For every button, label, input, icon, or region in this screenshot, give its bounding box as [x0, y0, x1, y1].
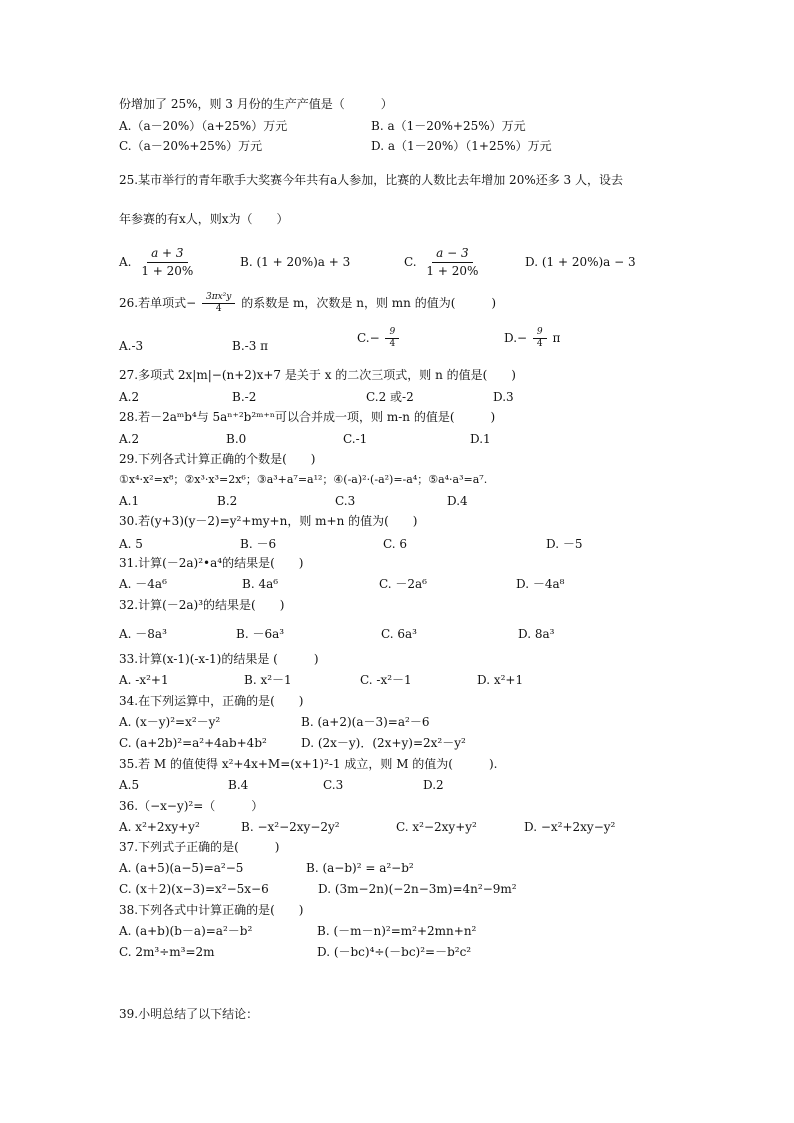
q26-option-d-fraction [533, 327, 547, 350]
q25-option-b: B. (1 + 20%)a + 3 [240, 255, 351, 269]
q26-stem-prefix: 26.若单项式− [119, 296, 197, 310]
q24-stem: 份增加了 25%，则 3 月份的生产产值是（ ） [119, 97, 393, 111]
q27-stem: 27.多项式 2x|m|−(n+2)x+7 是关于 x 的二次三项式，则 n 的值是( ) [119, 368, 516, 382]
q36-option-b: B. −x²−2xy−2y² [241, 820, 340, 834]
q29-option-a: A.1 [119, 494, 140, 508]
q35-option-c: C.3 [323, 778, 344, 792]
q26-option-b: B.-3 π [232, 339, 269, 353]
q26-option-c [357, 327, 401, 350]
q34-option-d: D. (2x－y)．(2x+y)=2x²－y² [301, 736, 466, 750]
q38-stem: 38.下列各式中计算正确的是( ) [119, 903, 304, 917]
q28-stem: 28.若－2aᵐb⁴与 5aⁿ⁺²b²ᵐ⁺ⁿ可以合并成一项，则 m-n 的值是( ) [119, 410, 496, 424]
q25-option-a [119, 245, 199, 280]
q24-option-a: A.（a－20%）（a+25%）万元 [119, 119, 288, 133]
q33-option-b: B. x²－1 [244, 673, 292, 687]
q27-option-d: D.3 [493, 390, 514, 404]
q26-option-c-fraction [385, 327, 399, 350]
q24-option-c: C.（a－20%+25%）万元 [119, 139, 263, 153]
q31-stem: 31.计算(－2a)²•a⁴的结果是( ) [119, 556, 304, 570]
q37-option-a: A. (a+5)(a−5)=a²−5 [119, 861, 244, 875]
q27-option-a: A.2 [119, 390, 140, 404]
q30-option-c: C. 6 [383, 537, 408, 551]
q29-option-b: B.2 [217, 494, 238, 508]
q25-option-a-numerator: a + 3 [147, 245, 187, 263]
q32-option-c: C. 6a³ [381, 627, 417, 641]
q32-option-a: A. －8a³ [119, 627, 167, 641]
q26-option-a: A.-3 [119, 339, 144, 353]
q37-option-c: C. (x＋2)(x−3)=x²−5x−6 [119, 882, 269, 896]
q25-option-a-label: A. [119, 255, 132, 269]
q29-option-c: C.3 [335, 494, 356, 508]
q35-option-d: D.2 [423, 778, 444, 792]
q36-option-c: C. x²−2xy+y² [396, 820, 477, 834]
q31-option-b: B. 4a⁶ [242, 577, 279, 591]
q26-option-d-numerator: 9 [533, 327, 547, 339]
q36-option-d: D. −x²+2xy−y² [524, 820, 616, 834]
q37-stem: 37.下列式子正确的是( ) [119, 840, 280, 854]
q26-monomial-denominator: 4 [215, 304, 222, 314]
q25-option-d: D. (1 + 20%)a − 3 [525, 255, 636, 269]
q33-stem: 33.计算(x-1)(-x-1)的结果是 ( ) [119, 652, 319, 666]
q31-option-d: D. －4a⁸ [516, 577, 565, 591]
q26-option-d-label: D.− [504, 331, 528, 345]
q30-stem: 30.若(y+3)(y－2)=y²+my+n，则 m+n 的值为( ) [119, 514, 418, 528]
q26-stem [119, 292, 496, 315]
q38-option-d: D. (－bc)⁴÷(－bc)²=－b²c² [317, 945, 472, 959]
q36-stem: 36.（−x−y)²=（ ） [119, 799, 264, 813]
q29-option-d: D.4 [447, 494, 468, 508]
q32-option-d: D. 8a³ [518, 627, 555, 641]
q30-option-b: B. －6 [240, 537, 277, 551]
q26-option-c-denominator: 4 [389, 339, 396, 349]
q28-option-a: A.2 [119, 432, 140, 446]
q35-option-b: B.4 [228, 778, 249, 792]
q26-option-d-pi: π [552, 331, 561, 345]
q29-stem: 29.下列各式计算正确的个数是( ) [119, 452, 316, 466]
q32-stem: 32.计算(－2a)³的结果是( ) [119, 598, 285, 612]
q35-option-a: A.5 [119, 778, 140, 792]
q31-option-c: C. －2a⁶ [379, 577, 427, 591]
q25-option-a-fraction [137, 245, 197, 280]
q38-option-a: A. (a+b)(b－a)=a²－b² [119, 924, 253, 938]
q30-option-d: D. －5 [546, 537, 583, 551]
q26-option-c-numerator: 9 [385, 327, 399, 339]
q34-option-c: C. (a+2b)²=a²+4ab+4b² [119, 736, 267, 750]
q39-stem: 39.小明总结了以下结论： [119, 1007, 259, 1021]
q33-option-a: A. -x²+1 [119, 673, 169, 687]
q36-option-a: A. x²+2xy+y² [119, 820, 200, 834]
q27-option-b: B.-2 [232, 390, 257, 404]
q33-option-c: C. -x²－1 [360, 673, 412, 687]
q26-monomial-numerator: 3πx²y [202, 292, 235, 304]
q24-option-d: D. a（1－20%）（1+25%）万元 [371, 139, 552, 153]
q28-option-b: B.0 [226, 432, 247, 446]
q28-option-c: C.-1 [343, 432, 368, 446]
q38-option-b: B. (－m－n)²=m²+2mn+n² [317, 924, 477, 938]
q26-option-c-label: C.− [357, 331, 380, 345]
q29-items: ①x⁴·x²=x⁸；②x³·x³=2x⁶；③a³+a⁷=a¹²；④(-a)²·(-a²)=-a⁴；⑤a⁴·a³=a⁷. [119, 473, 488, 486]
q30-option-a: A. 5 [119, 537, 143, 551]
q37-option-b: B. (a−b)² = a²−b² [306, 861, 414, 875]
q27-option-c: C.2 或-2 [366, 390, 414, 404]
q35-stem: 35.若 M 的值使得 x²+4x+M=(x+1)²-1 成立，则 M 的值为( ). [119, 757, 498, 771]
q32-option-b: B. －6a³ [236, 627, 285, 641]
q26-stem-suffix: 的系数是 m，次数是 n，则 mn 的值为( ) [241, 296, 497, 310]
q25-option-c-denominator: 1 + 20% [426, 264, 479, 278]
q24-option-b: B. a（1－20%+25%）万元 [371, 119, 526, 133]
q25-stem: 25.某市举行的青年歌手大奖赛今年共有a人参加，比赛的人数比去年增加 20%还多 3 人，设去 [119, 173, 623, 187]
q31-option-a: A. －4a⁶ [119, 577, 167, 591]
q28-option-d: D.1 [470, 432, 491, 446]
q34-option-a: A. (x－y)²=x²－y² [119, 715, 221, 729]
q25-stem-continued: 年参赛的有x人，则x为（ ） [119, 212, 289, 226]
q33-option-d: D. x²+1 [477, 673, 524, 687]
q25-option-c-numerator: a − 3 [432, 245, 472, 263]
q26-monomial-fraction [202, 292, 235, 315]
q37-option-d: D. (3m−2n)(−2n−3m)=4n²−9m² [318, 882, 517, 896]
q25-option-c-label: C. [404, 255, 417, 269]
q25-option-c [404, 245, 484, 280]
q25-option-c-fraction [422, 245, 482, 280]
q34-option-b: B. (a+2)(a－3)=a²－6 [301, 715, 430, 729]
q38-option-c: C. 2m³÷m³=2m [119, 945, 215, 959]
q34-stem: 34.在下列运算中，正确的是( ) [119, 694, 304, 708]
q25-option-a-denominator: 1 + 20% [141, 264, 194, 278]
q26-option-d [504, 327, 560, 350]
q26-option-d-denominator: 4 [536, 339, 543, 349]
